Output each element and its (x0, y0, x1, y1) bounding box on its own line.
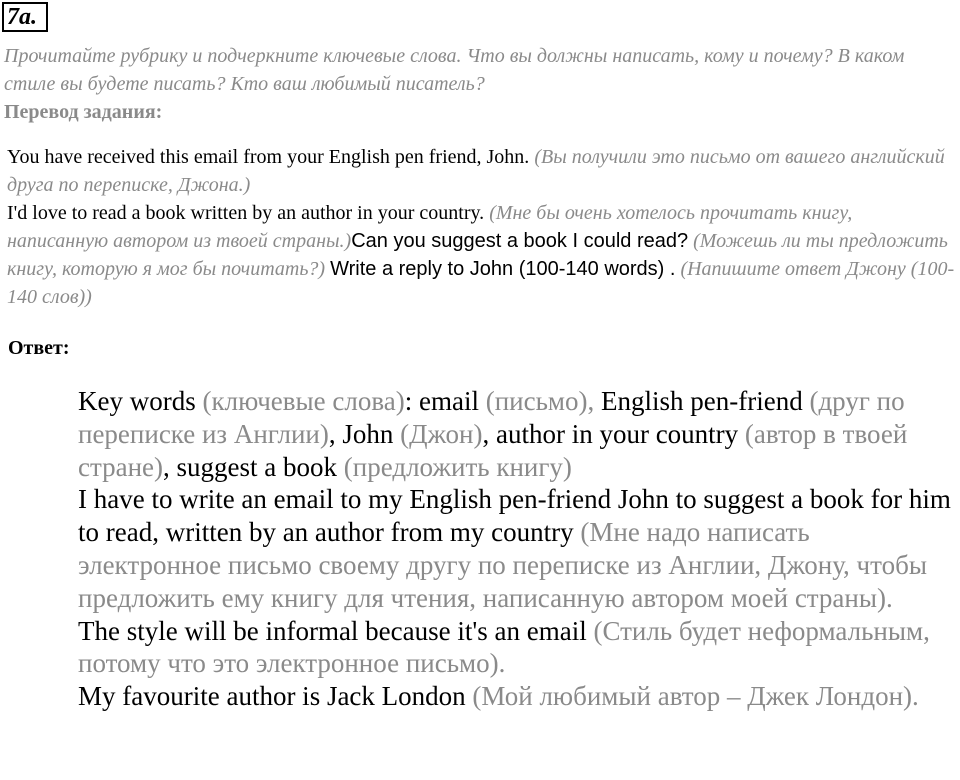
answer-block (78, 385, 958, 713)
exercise-number: 7a. (2, 2, 48, 32)
prompt-block (7, 143, 957, 311)
sentence-2-en: The style will be informal because it's an email (78, 615, 587, 646)
kw-label: Key words (78, 386, 196, 416)
kw-suggest-book-translation: (предложить книгу) (343, 451, 572, 482)
prompt-en-3: Can you suggest a book I could read? (351, 230, 689, 252)
sentence-1-en: I have to write an email to my English pen-friend John to suggest a book for him to read, written by an author from my country (78, 484, 951, 548)
kw-john: John (342, 418, 394, 449)
sentence-2-ru: (Стиль будет неформальным, потому что это электронное письмо). (78, 615, 930, 679)
prompt-en-2: I'd love to read a book written by an author in your country. (7, 202, 485, 224)
kw-email-translation: (письмо), (485, 386, 595, 416)
kw-pen-friend-translation: (друг по переписке из Англии) (78, 386, 905, 449)
prompt-en-4: Write a reply to John (100-140 words) . (330, 258, 676, 280)
sentence-1-ru: (Мне надо написать электронное письмо своему другу по переписке из Англии, Джону, чтобы предложить ему книгу для чтения, написанную автором моей страны). (78, 517, 927, 613)
kw-pen-friend: English pen-friend (601, 386, 803, 416)
answer-sentence-3 (78, 680, 958, 713)
prompt-ru-2: (Мне бы очень хотелось прочитать книгу, написанную автором из твоей страны.) (7, 202, 853, 252)
kw-label-translation: (ключевые слова) (202, 386, 405, 416)
kw-john-translation: (Джон) (400, 418, 483, 449)
answer-keywords: Key words (ключевые слова): email (письмо), English pen-friend (друг по переписке из Англии), John (Джон), author in your country (автор в твоей стране), suggest a book (предложить книгу) (78, 386, 908, 482)
answer-sentence-2 (78, 615, 958, 681)
sentence-3-ru: (Мой любимый автор – Джек Лондон). (472, 681, 919, 712)
kw-suggest-book: suggest a book (176, 451, 338, 482)
translation-label: Перевод задания: (4, 101, 163, 123)
prompt-en-1: You have received this email from your English pen friend, John. (7, 146, 530, 168)
kw-email: email (419, 386, 479, 416)
kw-author: author in your country (495, 418, 739, 449)
kw-author-translation: (автор в твоей стране) (78, 418, 908, 482)
prompt-ru-1: (Вы получили это письмо от вашего английский друга по переписке, Джона.) (7, 146, 945, 196)
prompt-ru-3: (Можешь ли ты предложить книгу, которую я мог бы почитать?) (7, 230, 948, 280)
sentence-3-en: My favourite author is Jack London (78, 681, 466, 712)
answer-sentence-1 (78, 483, 958, 614)
task-text: Прочитайте рубрику и подчеркните ключевые слова. Что вы должны написать, кому и почему? В каком стиле вы будете писать? Кто ваш любимый писатель? (4, 45, 905, 95)
answer-label: Ответ: (8, 337, 70, 359)
prompt-ru-4: (Напишите ответ Джону (100-140 слов)) (7, 258, 955, 308)
